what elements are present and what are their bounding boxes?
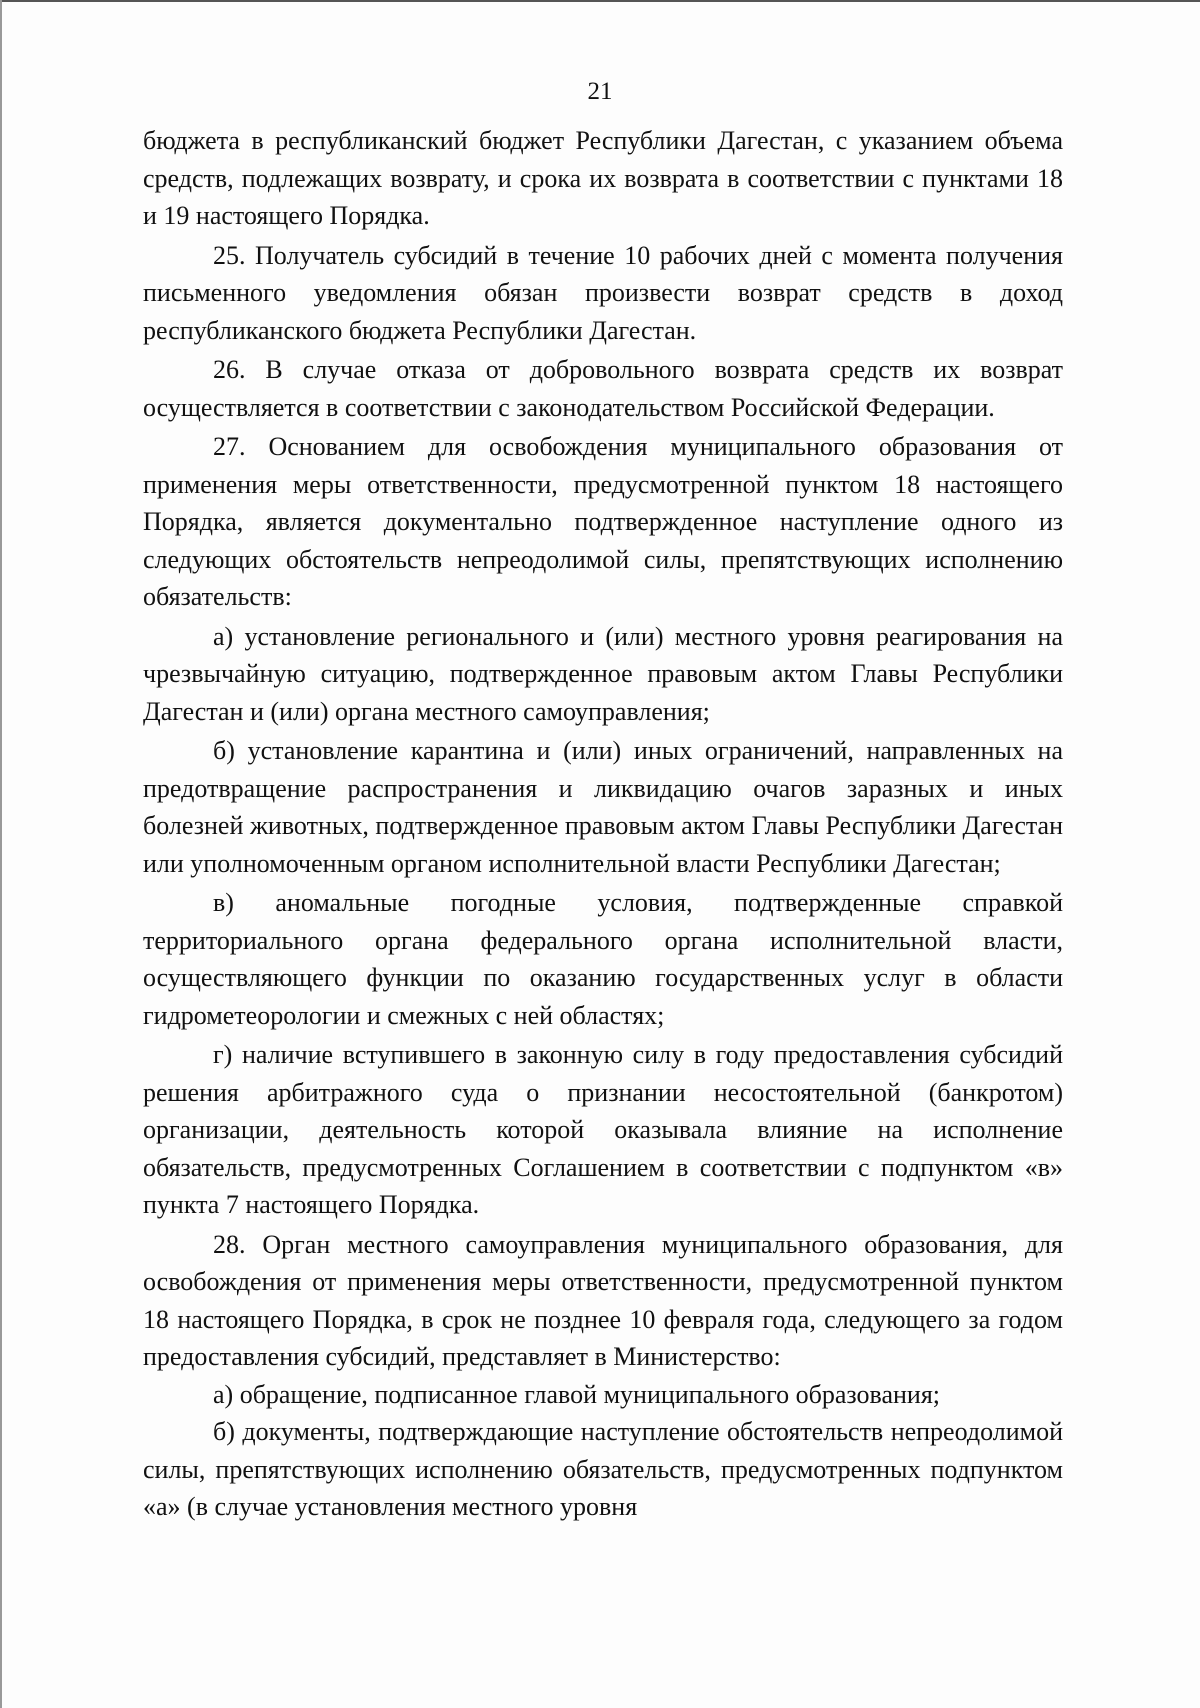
page-number: 21	[587, 78, 613, 105]
paragraph-subitem-27b: б) установление карантина и (или) иных ограничений, направленных на предотвращение распространения и ликвидацию очагов заразных и иных болезней животных, подтвержденное правовым актом Главы Республики Дагестан или уполномоченным органом исполнительной власти Республики Дагестан;	[143, 736, 1063, 878]
scan-edge-top	[0, 0, 1200, 2]
paragraph-item-27: 27. Основанием для освобождения муниципального образования от применения меры ответственности, предусмотренной пунктом 18 настоящего Порядка, является документально подтвержденное наступление одного из следующих обстоятельств непреодолимой силы, препятствующих исполнению обязательств:	[143, 432, 1063, 611]
paragraph-subitem-27a: а) установление регионального и (или) местного уровня реагирования на чрезвычайную ситуацию, подтвержденное правовым актом Главы Республики Дагестан и (или) органа местного самоуправления;	[143, 621, 1063, 726]
paragraph-item-28: 28. Орган местного самоуправления муниципального образования, для освобождения от применения меры ответственности, предусмотренной пунктом 18 настоящего Порядка, в срок не позднее 10 февраля года, следующего за годом предоставления субсидий, представляет в Министерство:	[143, 1229, 1063, 1371]
paragraph-subitem-28b: б) документы, подтверждающие наступление обстоятельств непреодолимой силы, препятствующих исполнению обязательств, предусмотренных подпунктом «а» (в случае установления местного уровня	[143, 1417, 1063, 1521]
document-body	[143, 122, 1063, 1526]
paragraph-subitem-27v: в) аномальные погодные условия, подтвержденные справкой территориального органа федерального органа исполнительной власти, осуществляющего функции по оказанию государственных услуг в области гидрометеорологии и смежных с ней областях;	[143, 888, 1063, 1030]
paragraph-subitem-28a: а) обращение, подписанное главой муниципального образования;	[213, 1379, 940, 1409]
scan-edge-left	[0, 0, 2, 1708]
paragraph-continuation: бюджета в республиканский бюджет Республики Дагестан, с указанием объема средств, подлежащих возврату, и срока их возврата в соответствии с пунктами 18 и 19 настоящего Порядка.	[143, 126, 1063, 230]
paragraph-item-25: 25. Получатель субсидий в течение 10 рабочих дней с момента получения письменного уведомления обязан произвести возврат средств в доход республиканского бюджета Республики Дагестан.	[143, 240, 1063, 345]
paragraph-item-26: 26. В случае отказа от добровольного возврата средств их возврат осуществляется в соответствии с законодательством Российской Федерации.	[143, 355, 1063, 422]
paragraph-subitem-27g: г) наличие вступившего в законную силу в году предоставления субсидий решения арбитражного суда о признании несостоятельной (банкротом) организации, деятельность которой оказывала влияние на исполнение обязательств, предусмотренных Соглашением в соответствии с подпунктом «в» пункта 7 настоящего Порядка.	[143, 1040, 1063, 1219]
